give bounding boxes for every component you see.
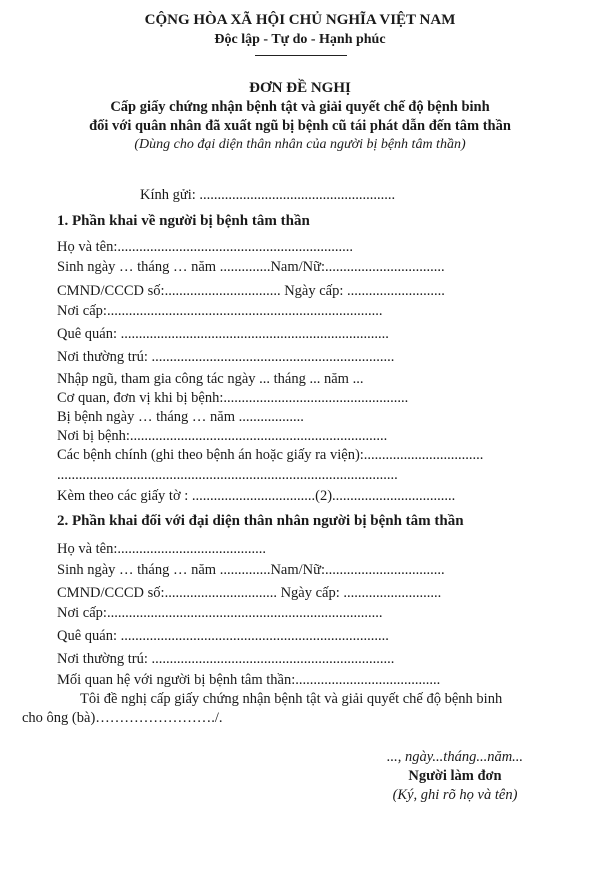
s1-id-number: CMND/CCCD số:................................ Ngày cấp: ........................... (57, 283, 445, 299)
national-motto: Độc lập - Tự do - Hạnh phúc (214, 32, 386, 47)
motto-underline (255, 55, 347, 56)
s2-birth-gender: Sinh ngày … tháng … năm ..............Nam/Nữ:................................. (57, 562, 445, 578)
s1-dotted-continuation: .............................................................................................. (57, 467, 398, 483)
s1-illness-place: Nơi bị bệnh:....................................................................... (57, 428, 388, 444)
s2-issue-place: Nơi cấp:............................................................................ (57, 605, 383, 621)
s1-attachments: Kèm theo các giấy tờ : ..................................(2).................................. (57, 488, 456, 504)
form-usage-note: (Dùng cho đại diện thân nhân của người bị bệnh tâm thần) (134, 137, 466, 152)
s2-id-number: CMND/CCCD số:............................... Ngày cấp: ........................... (57, 585, 442, 601)
s1-birth-gender: Sinh ngày … tháng … năm ..............Nam/Nữ:................................. (57, 259, 445, 275)
signature-date: ..., ngày...tháng...năm... (386, 749, 524, 765)
s1-illness-date: Bị bệnh ngày … tháng … năm .................. (57, 409, 304, 425)
section1-heading: 1. Phần khai về người bị bệnh tâm thần (57, 213, 310, 229)
s1-residence: Nơi thường trú: ................................................................... (57, 349, 395, 365)
s1-main-diseases: Các bệnh chính (ghi theo bệnh án hoặc giấy ra viện):................................. (57, 447, 484, 463)
request-beneficiary: cho ông (bà)……………………./. (22, 710, 223, 726)
form-subtitle-line1: Cấp giấy chứng nhận bệnh tật và giải quyết chế độ bệnh binh (110, 99, 490, 115)
section2-heading: 2. Phần khai đối với đại diện thân nhân người bị bệnh tâm thần (57, 513, 464, 529)
national-title: CỘNG HÒA XÃ HỘI CHỦ NGHĨA VIỆT NAM (144, 12, 456, 28)
recipient-line: Kính gửi: ...................................................... (140, 187, 396, 203)
s1-full-name: Họ và tên:................................................................. (57, 239, 354, 255)
form-subtitle-line2: đối với quân nhân đã xuất ngũ bị bệnh cũ tái phát dẫn đến tâm thần (89, 118, 511, 134)
s1-issue-place: Nơi cấp:............................................................................ (57, 303, 383, 319)
s1-unit-when-ill: Cơ quan, đơn vị khi bị bệnh:................................................... (57, 390, 409, 406)
s2-full-name: Họ và tên:......................................... (57, 541, 267, 557)
form-title: ĐƠN ĐỀ NGHỊ (249, 80, 351, 96)
s1-enlistment-date: Nhập ngũ, tham gia công tác ngày ... tháng ... năm ... (57, 371, 364, 387)
signature-instruction: (Ký, ghi rõ họ và tên) (392, 787, 518, 803)
s2-residence: Nơi thường trú: ................................................................... (57, 651, 395, 667)
s2-relationship: Mối quan hệ với người bị bệnh tâm thần:........................................ (57, 672, 441, 688)
s1-hometown: Quê quán: .......................................................................... (57, 326, 389, 342)
s2-hometown: Quê quán: .......................................................................... (57, 628, 389, 644)
request-statement: Tôi đề nghị cấp giấy chứng nhận bệnh tật và giải quyết chế độ bệnh binh (80, 691, 503, 707)
signature-role: Người làm đơn (408, 768, 502, 784)
